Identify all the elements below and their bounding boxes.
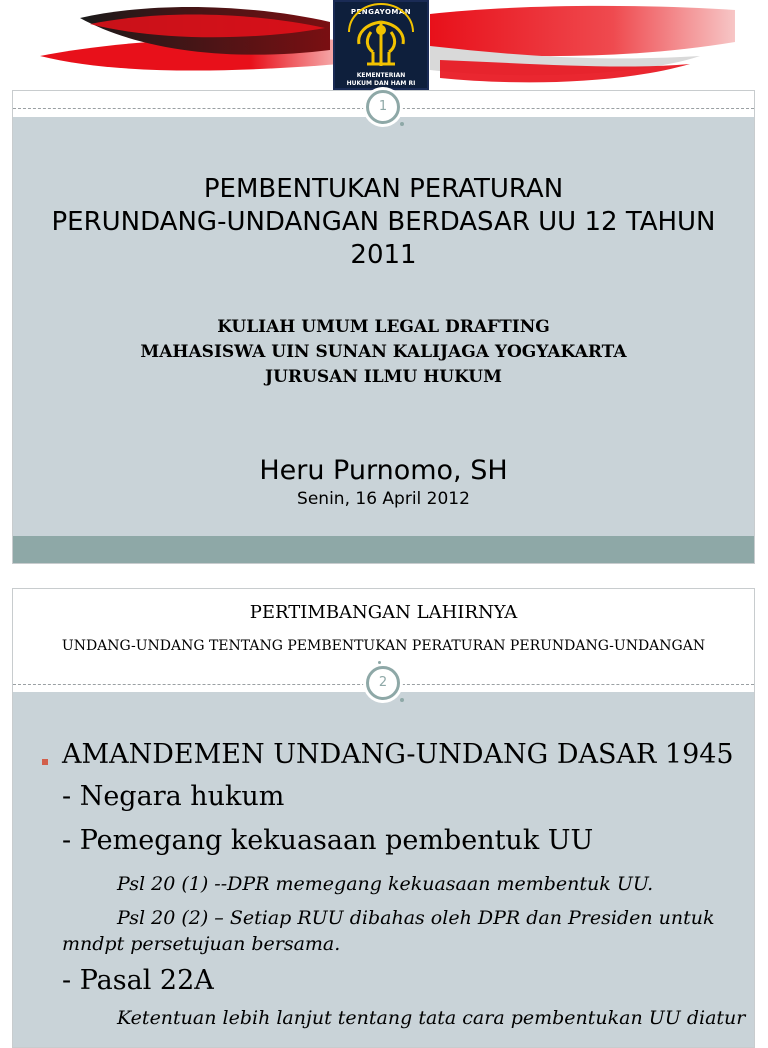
line-ketentuan: Ketentuan lebih lanjut tentang tata cara pembentukan UU diatur xyxy=(117,1007,746,1029)
subtitle-line-3: JURUSAN ILMU HUKUM xyxy=(265,367,502,387)
slide-1-title xyxy=(13,173,754,272)
slide-2-subtitle: UNDANG-UNDANG TENTANG PEMBENTUKAN PERATURAN PERUNDANG-UNDANGAN xyxy=(61,638,706,654)
header-banner xyxy=(0,0,768,92)
title-line-3: 2011 xyxy=(350,240,417,270)
slide-number-2: 2 xyxy=(366,666,400,700)
presentation-date: Senin, 16 April 2012 xyxy=(297,489,470,509)
line-psl-20-1: Psl 20 (1) --DPR memegang kekuasaan membentuk UU. xyxy=(117,873,654,895)
slide-1-subtitle xyxy=(13,315,754,390)
slide-1-footer-bar xyxy=(13,536,754,563)
line-pasal-22a: - Pasal 22A xyxy=(62,965,214,996)
title-line-1: PEMBENTUKAN PERATURAN xyxy=(203,174,564,204)
logo-ministry-text: KEMENTERIAN xyxy=(356,72,406,79)
subtitle-line-1: KULIAH UMUM LEGAL DRAFTING xyxy=(217,317,550,337)
slide-2[interactable] xyxy=(12,588,755,1048)
logo-top-text: PENGAYOMAN xyxy=(350,8,412,16)
title-line-2: PERUNDANG-UNDANGAN BERDASAR UU 12 TAHUN xyxy=(51,207,716,237)
slide-number-dot xyxy=(378,661,381,664)
kemenkumham-logo xyxy=(333,0,429,90)
slide-2-title: PERTIMBANGAN LAHIRNYA xyxy=(249,602,518,623)
bullet-square-icon xyxy=(42,759,48,765)
slide-1[interactable] xyxy=(12,90,755,564)
slide-number-dot xyxy=(400,122,404,126)
line-pemegang-kekuasaan: - Pemegang kekuasaan pembentuk UU xyxy=(62,825,594,856)
line-psl-20-2-cont: mndpt persetujuan bersama. xyxy=(62,933,341,955)
slide-number-dot xyxy=(400,698,404,702)
author-name: Heru Purnomo, SH xyxy=(259,455,508,486)
bullet-amandemen: AMANDEMEN UNDANG-UNDANG DASAR 1945 xyxy=(62,739,734,770)
line-psl-20-2: Psl 20 (2) – Setiap RUU dibahas oleh DPR dan Presiden untuk xyxy=(117,907,715,929)
slide-number-1: 1 xyxy=(366,90,400,124)
line-negara-hukum: - Negara hukum xyxy=(62,781,285,812)
subtitle-line-2: MAHASISWA UIN SUNAN KALIJAGA YOGYAKARTA xyxy=(140,342,627,362)
logo-ministry-name: HUKUM DAN HAM RI xyxy=(346,80,416,87)
